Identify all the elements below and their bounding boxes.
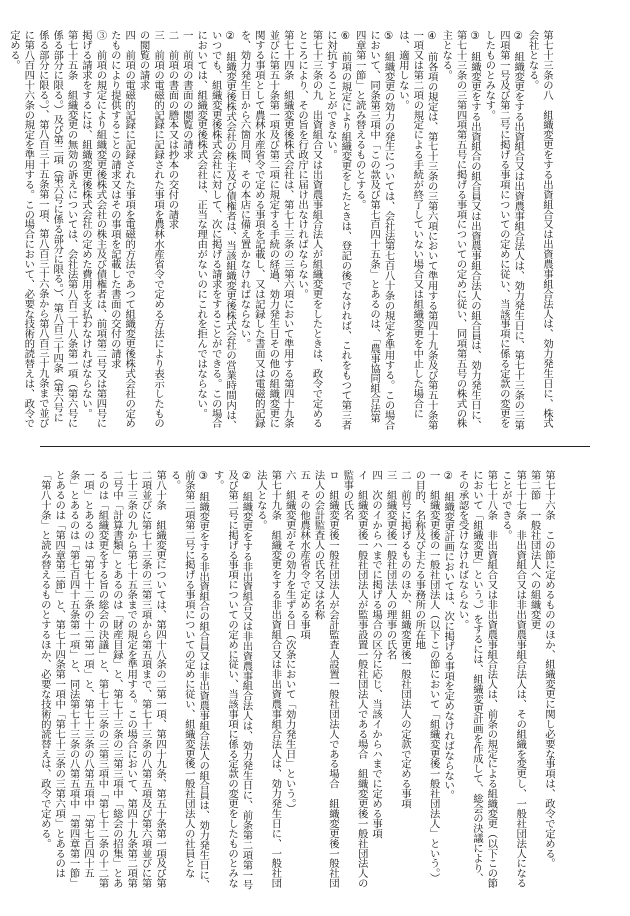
- upper-text-block: 第七十三条の八 組織変更をする出資組合又は出資農事組合法人は、効力発生日に、株式会社となる。 ② 組織変更をする出資組合又は出資農事組合法人は、効力発生日に、第七十三条の三第四項第一号及び第二号に掲げる事項についての定めに従い、当該事項に係る定款の変更をしたものとみなす。 ③ 組織変更をする出資組合の組合員又は出資農事組合法人の組合員は、効力発生日に、第七十三条の三第四項第五号に掲げる事項についての定めに従い、同項第五号の株式の株主となる。 ④ 前各項の規定は、第七十三条の三第六項において準用する第四十九条及び第五十条第一項又は第二項の規定による手続が終了していない場合又は組織変更を中止した場合には、適用しない。 ⑤ 組織変更の効力の発生については、会社法第七百八十条の規定を準用する。この場合において、同条第三項中「この款及び第七百四十五条」とあるのは、「農事協同組合法第四章第一節」と読み替えるものとする。 ⑥ 前項の規定により組織変更をしたときは、登記の後でなければ、これをもつて第三者に対抗することができない。 第七十三条の九 出資組合又は出資農事組合法人が組織変更をしたときは、政令で定めるところにより、その旨を行政庁に届け出なければならない。 第七十四条 組織変更後株式会社は、第七十三条の三第六項において準用する第四十九条並びに第五十条第一項及び第二項に規定する手続の経過、効力発生日その他の組織変更に関する事項として農林水産省令で定める事項を記載し、又は記録した書面又は電磁的記録を、効力発生日から六箇月間、その本店に備え置かなければならない。 ② 組織変更後株式会社の株主及び債権者は、当該組織変更後株式会社の営業時間内は、いつでも、組織変更後株式会社に対して、次に掲げる請求をすることができる。この場合においては、組織変更後株式会社は、正当な理由がないのにこれを拒んではならない。 一 前項の書面の閲覧の請求 二 前項の書面の謄本又は抄本の交付の請求 三 前項の電磁的記録に記録された事項を農林水産省令で定める方法により表示したものの閲覧の請求 四 前項の電磁的記録に記録された事項を電磁的方法であつて組織変更後株式会社の定めたものにより提供することの請求又はその事項を記載した書面の交付の請求 ③ 前項の規定により組織変更後株式会社の株主及び債権者は、前項第二号又は第四号に掲げる請求をするには、組織変更後株式会社の定めた費用を支払わなければならない。 第七十五条 組織変更の無効の訴えについては、会社法第八百二十八条第一項（第六号に係る部分に限る。）及び第二項（第六号に係る部分に限る。）、第八百三十四条（第六号に係る部分に限る。）、第八百三十五条第一項、第八百三十六条から第八百三十九条まで並びに第八百四十六条の規定を準用する。この場合において、必要な技術的読替えは、政令で定める。: [7, 30, 553, 430]
- section-divider: [40, 446, 590, 447]
- lower-text-block: 第七十六条 この節に定めるもののほか、組織変更に関し必要な事項は、政令で定める。 第二節 一般社団法人への組織変更 第七十七条 非出資組合又は非出資農事組合法人は、その組織を変更し、一般社団法人になることができる。 第七十八条 非出資組合又は非出資農事組合法人は、前条の規定による組織変更（以下この節において「組織変更」という。）をするには、組織変更計画を作成して、総会の決議により、その承認を受けなければならない。 ② 組織変更計画においては、次に掲げる事項を定めなければならない。 一 組織変更後の一般社団法人（以下この節において「組織変更後一般社団法人」という。）の目的、名称及び主たる事務所の所在地 二 前号に掲げるもののほか、組織変更後一般社団法人の定款で定める事項 三 組織変更後一般社団法人の理事の氏名 四 次のイからハまでに掲げる場合の区分に応じ、当該イからハまでに定める事項 イ 組織変更後一般社団法人が監事設置一般社団法人である場合 組織変更後一般社団法人の監事の氏名 ロ 組織変更後一般社団法人が会計監査人設置一般社団法人である場合 組織変更後一般社団法人の会計監査人の氏名又は名称 五 その他農林水産省令で定める事項 六 組織変更がその効力を生ずる日（次条において「効力発生日」という。） 第七十九条 組織変更をする非出資組合又は非出資農事組合法人は、効力発生日に、一般社団法人となる。 ② 組織変更をする非出資組合又は非出資農事組合法人は、効力発生日に、前条第二項第一号及び第二号に掲げる事項についての定めに従い、当該事項に係る定款の変更をしたものとみなす。 ③ 組織変更をする非出資組合の組合員又は非出資農事組合法人の組合員は、効力発生日に、前条第二項第二号に掲げる事項についての定めに従い、組織変更後一般社団法人の社員となる。 第八十条 組織変更については、第四十八条の二第一項、第四十九条、第五十条第一項及び第二項並びに第七十三条の三第三項から第五項まで、第七十三条の八第五項及び第六項並びに第七十三条の九から第七十五条までの規定を準用する。この場合において、第四十九条第二項第二号中「計算書類」とあるのは「財産目録」と、第七十三条の三第三項中「総会の招集」とあるのは「組織変更をする旨の総会の決議」と、第七十三条の三第三項中「第七十二条の十二第一項」とあるのは「第七十二条の十二第一項」と、第七十三条の八第五項中「第七百四十五条」とあるのは「第七百四十五条第一項」と、同法第七十三条の八第五項中「第四章第一節」とあるのは「第四章第二節」と、第七十四条第一項中「第七十三条の三第六項」とあるのは「第八十条」と読み替えるものとするほか、必要な技術的読替えは、政令で定める。: [38, 470, 555, 890]
